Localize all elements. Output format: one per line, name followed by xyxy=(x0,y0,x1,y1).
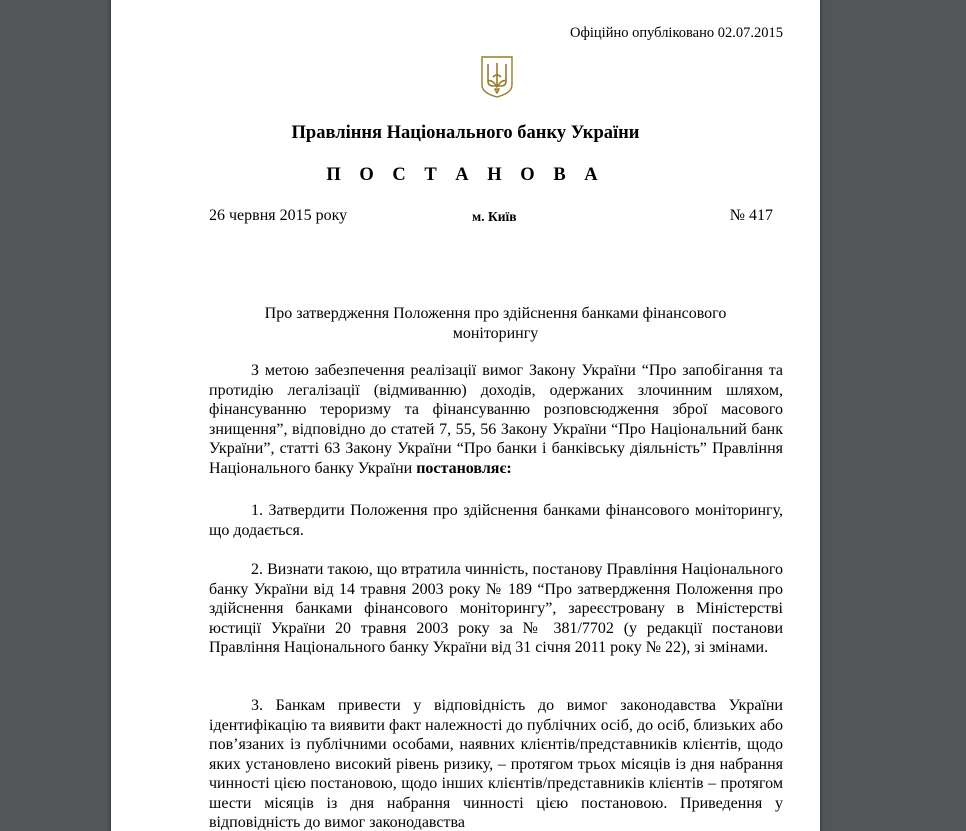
paragraph-1: 1. Затвердити Положення про здійснення банками фінансового моніторингу, що додається. xyxy=(209,502,783,539)
intro-bold-word: постановляє: xyxy=(416,459,512,477)
document-type-heading: П О С Т А Н О В А xyxy=(326,165,605,185)
document-page xyxy=(111,0,820,831)
intro-text: З метою забезпечення реалізації вимог Закону України “Про запобігання та протидію легалізації (відмиванню) доходів, одержаних злочинним шляхом, фінансуванню тероризму та фінансуванню розповсюдження зброї масового знищення”, відповідно до статей 7, 55, 56 Закону України “Про Національний банк України”, статті 63 Закону України “Про банки і банківську діяльність” Правління Національного банку України xyxy=(209,362,783,477)
paragraph-3: 3. Банкам привести у відповідність до вимог законодавства України ідентифікацію та виявити факт належності до публічних осіб, до осіб, близьких або пов’язаних із публічними особами, наявних клієнтів/представників клієнтів, щодо яких установлено високий рівень ризику, – протягом трьох місяців із дня набрання чинності цією постановою, щодо інших клієнтів/представників клієнтів – протягом шести місяців із дня набрання чинності цією постановою. Приведення у відповідність до вимог законодавства xyxy=(209,697,783,831)
official-publication-note: Офіційно опубліковано 02.07.2015 xyxy=(570,25,783,41)
document-number: № 417 xyxy=(729,207,773,224)
trident-emblem-icon xyxy=(480,55,514,99)
document-date: 26 червня 2015 року xyxy=(209,207,348,224)
intro-paragraph xyxy=(209,361,783,478)
document-subject: Про затвердження Положення про здійснення банками фінансового моніторингу xyxy=(264,305,727,342)
document-city: м. Київ xyxy=(472,209,517,224)
document-meta-row xyxy=(209,207,773,229)
organization-title: Правління Національного банку України xyxy=(291,123,640,143)
paragraph-2: 2. Визнати такою, що втратила чинність, постанову Правління Національного банку України від 14 травня 2003 року № 189 “Про затвердження Положення про здійснення банками фінансового моніторингу”, зареєстровану в Міністерстві юстиції України 20 травня 2003 року за № 381/7702 (у редакції постанови Правління Національного банку України від 31 січня 2011 року № 22), зі змінами. xyxy=(209,561,783,656)
